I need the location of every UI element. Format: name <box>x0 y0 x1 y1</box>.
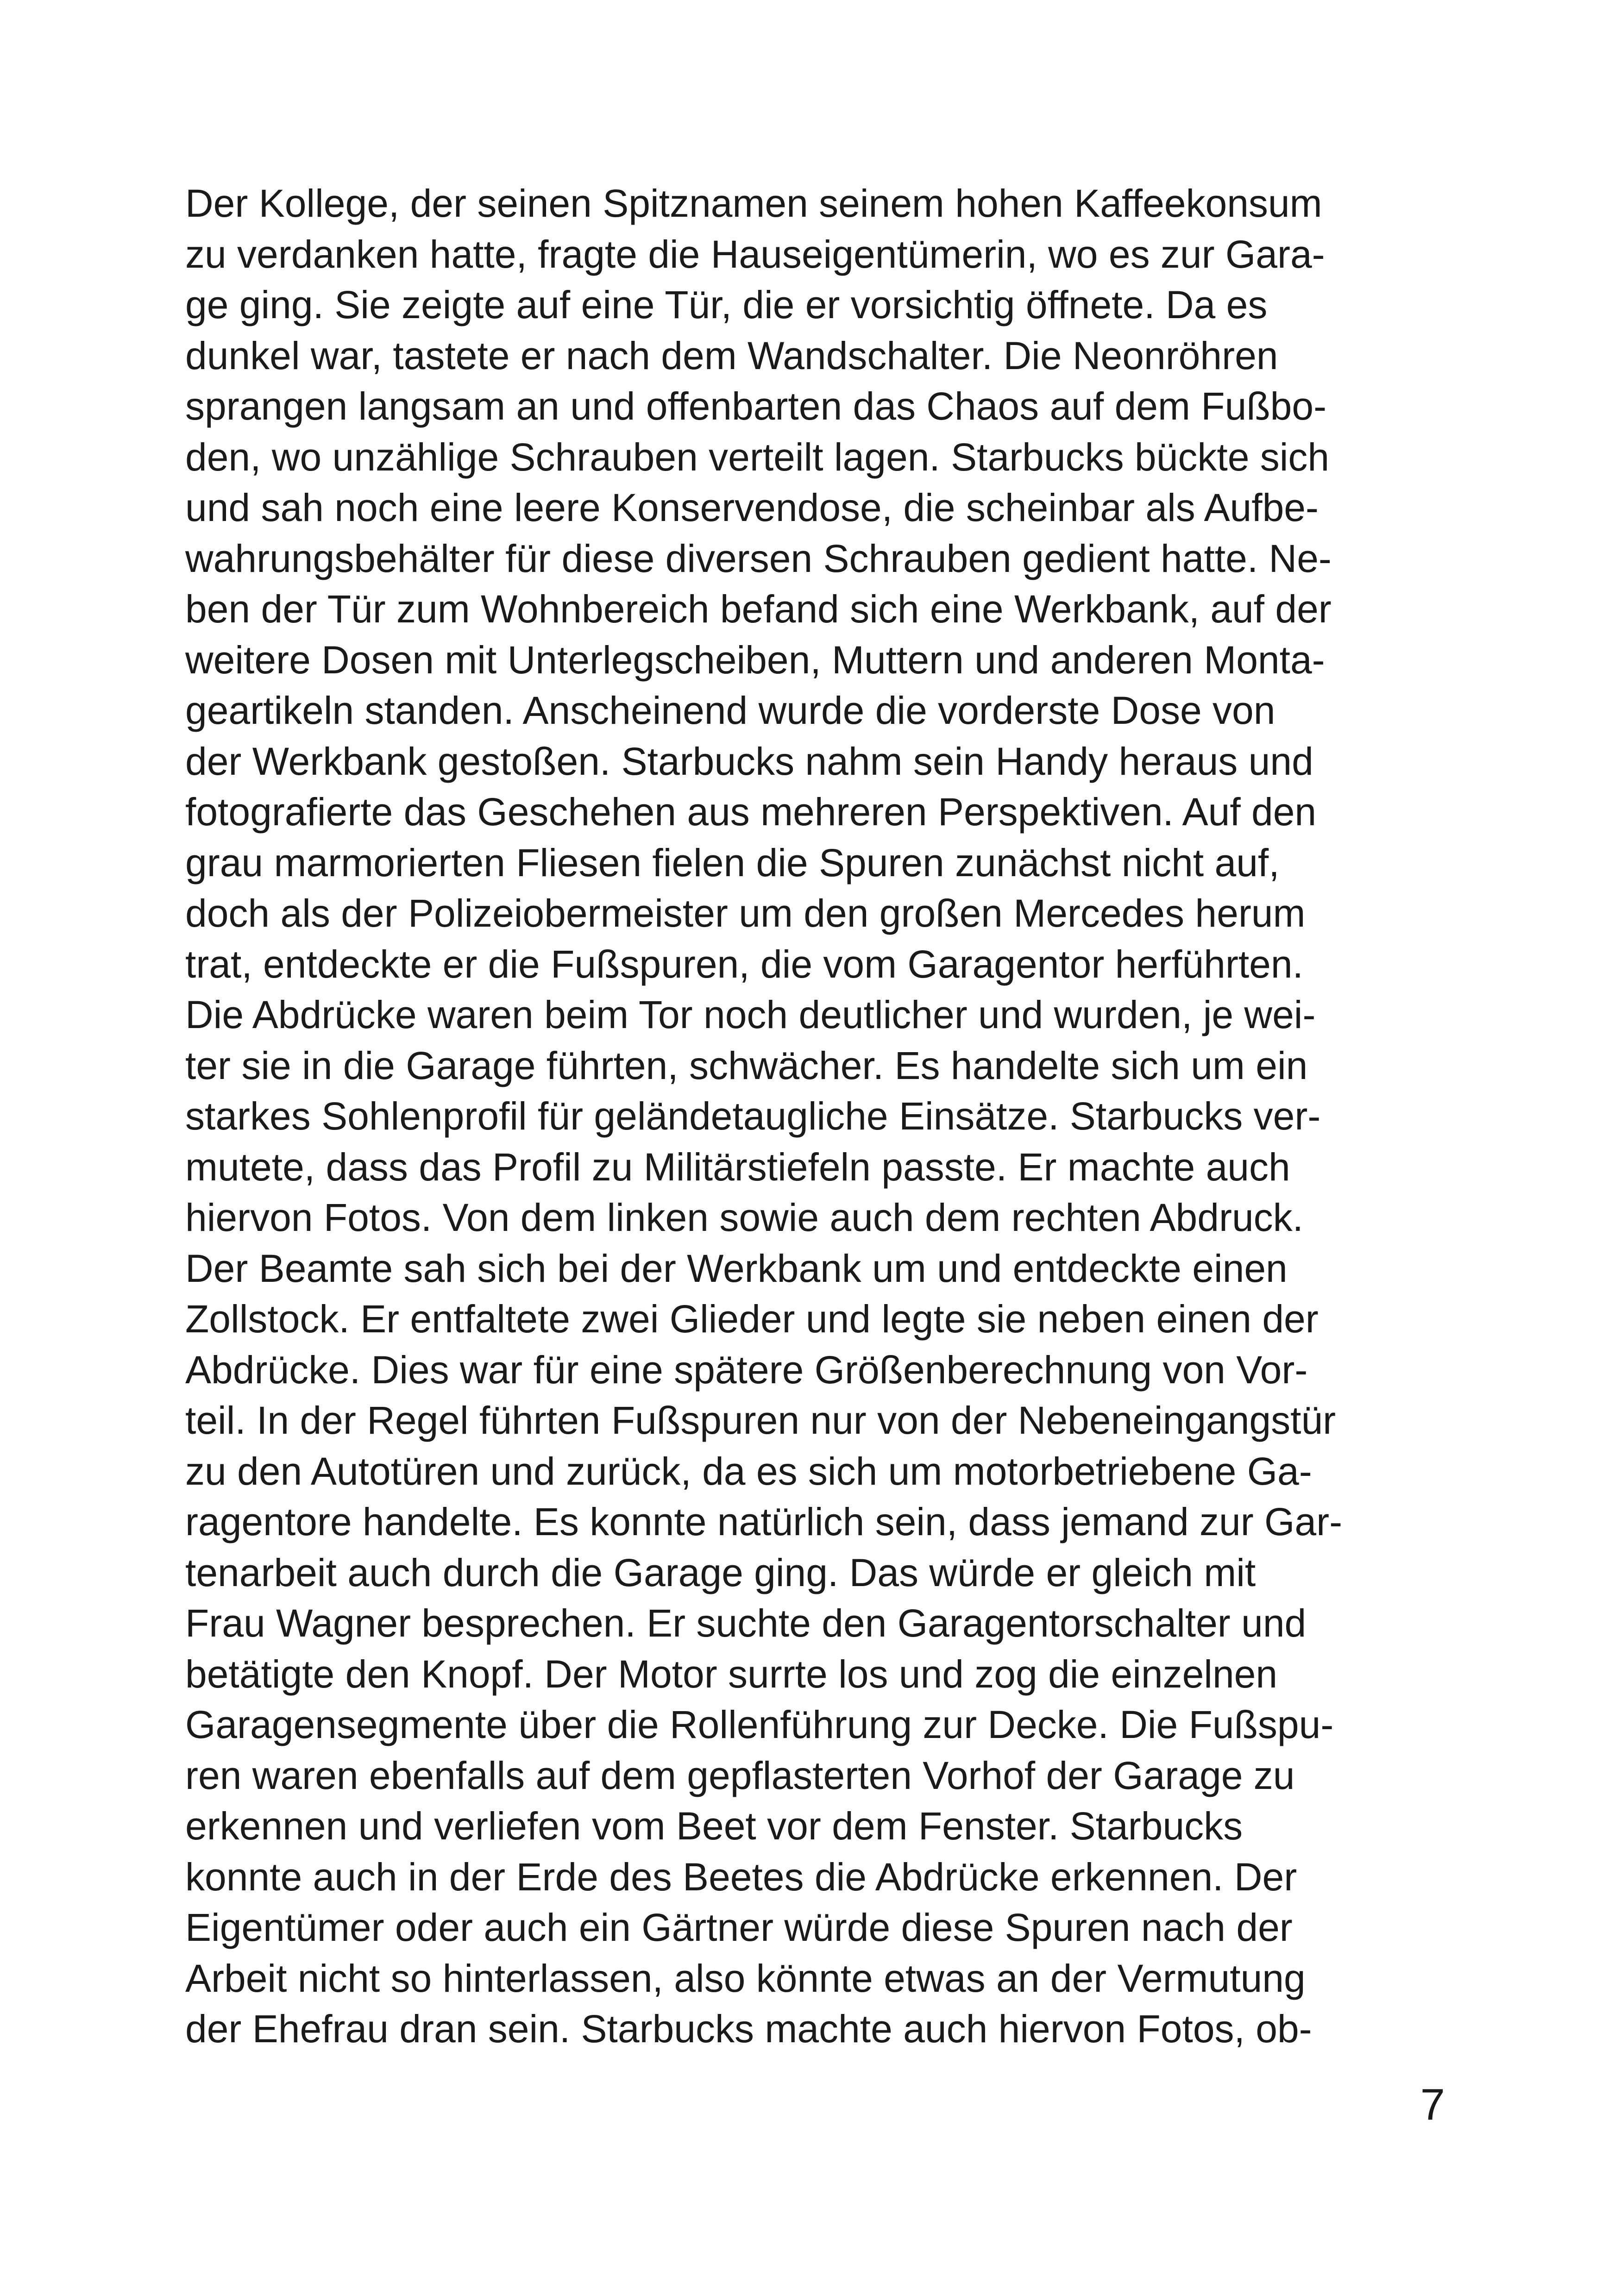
text-line: betätigte den Knopf. Der Motor surrte los und zog die einzelnen <box>185 1652 1278 1696</box>
body-text <box>185 178 1464 2055</box>
text-line: ben der Tür zum Wohnbereich befand sich eine Werkbank, auf der <box>185 587 1332 631</box>
text-line: und sah noch eine leere Konservendose, die scheinbar als Aufbe- <box>185 486 1319 529</box>
text-line: hiervon Fotos. Von dem linken sowie auch dem rechten Abdruck. <box>185 1196 1304 1239</box>
text-line: trat, entdeckte er die Fußspuren, die vom Garagentor herführten. <box>185 942 1303 986</box>
text-line: Abdrücke. Dies war für eine spätere Größenberechnung von Vor- <box>185 1348 1308 1392</box>
text-line: der Ehefrau dran sein. Starbucks machte auch hiervon Fotos, ob- <box>185 2007 1312 2051</box>
text-line: mutete, dass das Profil zu Militärstiefeln passte. Er machte auch <box>185 1145 1290 1189</box>
text-line: Zollstock. Er entfaltete zwei Glieder und legte sie neben einen der <box>185 1297 1319 1341</box>
text-line: tenarbeit auch durch die Garage ging. Das würde er gleich mit <box>185 1550 1256 1594</box>
text-line: grau marmorierten Fliesen fielen die Spuren zunächst nicht auf, <box>185 841 1280 885</box>
text-line: erkennen und verliefen vom Beet vor dem Fenster. Starbucks <box>185 1804 1243 1848</box>
text-line: Arbeit nicht so hinterlassen, also könnte etwas an der Vermutung <box>185 1956 1306 2000</box>
text-line: Die Abdrücke waren beim Tor noch deutlicher und wurden, je wei- <box>185 993 1316 1036</box>
text-line: konnte auch in der Erde des Beetes die Abdrücke erkennen. Der <box>185 1855 1297 1899</box>
text-line: den, wo unzählige Schrauben verteilt lagen. Starbucks bückte sich <box>185 435 1330 479</box>
text-line: Frau Wagner besprechen. Er suchte den Garagentorschalter und <box>185 1601 1307 1645</box>
text-line: Garagensegmente über die Rollenführung zur Decke. Die Fußspu- <box>185 1703 1334 1746</box>
text-line: ragentore handelte. Es konnte natürlich sein, dass jemand zur Gar- <box>185 1500 1343 1543</box>
text-line: doch als der Polizeiobermeister um den großen Mercedes herum <box>185 891 1306 935</box>
text-line: ter sie in die Garage führten, schwächer. Es handelte sich um ein <box>185 1043 1308 1087</box>
text-line: Der Beamte sah sich bei der Werkbank um und entdeckte einen <box>185 1246 1288 1290</box>
text-line: Eigentümer oder auch ein Gärtner würde diese Spuren nach der <box>185 1906 1293 1949</box>
text-line: Der Kollege, der seinen Spitznamen seinem hohen Kaffeekonsum <box>185 182 1322 225</box>
text-line: ge ging. Sie zeigte auf eine Tür, die er vorsichtig öffnete. Da es <box>185 283 1268 326</box>
page-number: 7 <box>1420 2080 1445 2129</box>
text-line: zu verdanken hatte, fragte die Hauseigentümerin, wo es zur Gara- <box>185 232 1325 276</box>
text-line: wahrungsbehälter für diese diversen Schrauben gedient hatte. Ne- <box>185 536 1332 580</box>
text-line: dunkel war, tastete er nach dem Wandschalter. Die Neonröhren <box>185 333 1278 377</box>
text-line: sprangen langsam an und offenbarten das Chaos auf dem Fußbo- <box>185 384 1327 428</box>
text-line: weitere Dosen mit Unterlegscheiben, Muttern und anderen Monta- <box>185 638 1325 682</box>
text-line: starkes Sohlenprofil für geländetaugliche Einsätze. Starbucks ver- <box>185 1094 1321 1138</box>
text-line: zu den Autotüren und zurück, da es sich um motorbetriebene Ga- <box>185 1449 1312 1493</box>
text-line: teil. In der Regel führten Fußspuren nur von der Nebeneingangstür <box>185 1399 1336 1442</box>
text-line: ren waren ebenfalls auf dem gepflasterten Vorhof der Garage zu <box>185 1753 1295 1797</box>
text-line: fotografierte das Geschehen aus mehreren Perspektiven. Auf den <box>185 790 1317 834</box>
text-line: der Werkbank gestoßen. Starbucks nahm sein Handy heraus und <box>185 739 1313 783</box>
text-line: geartikeln standen. Anscheinend wurde die vorderste Dose von <box>185 689 1275 732</box>
